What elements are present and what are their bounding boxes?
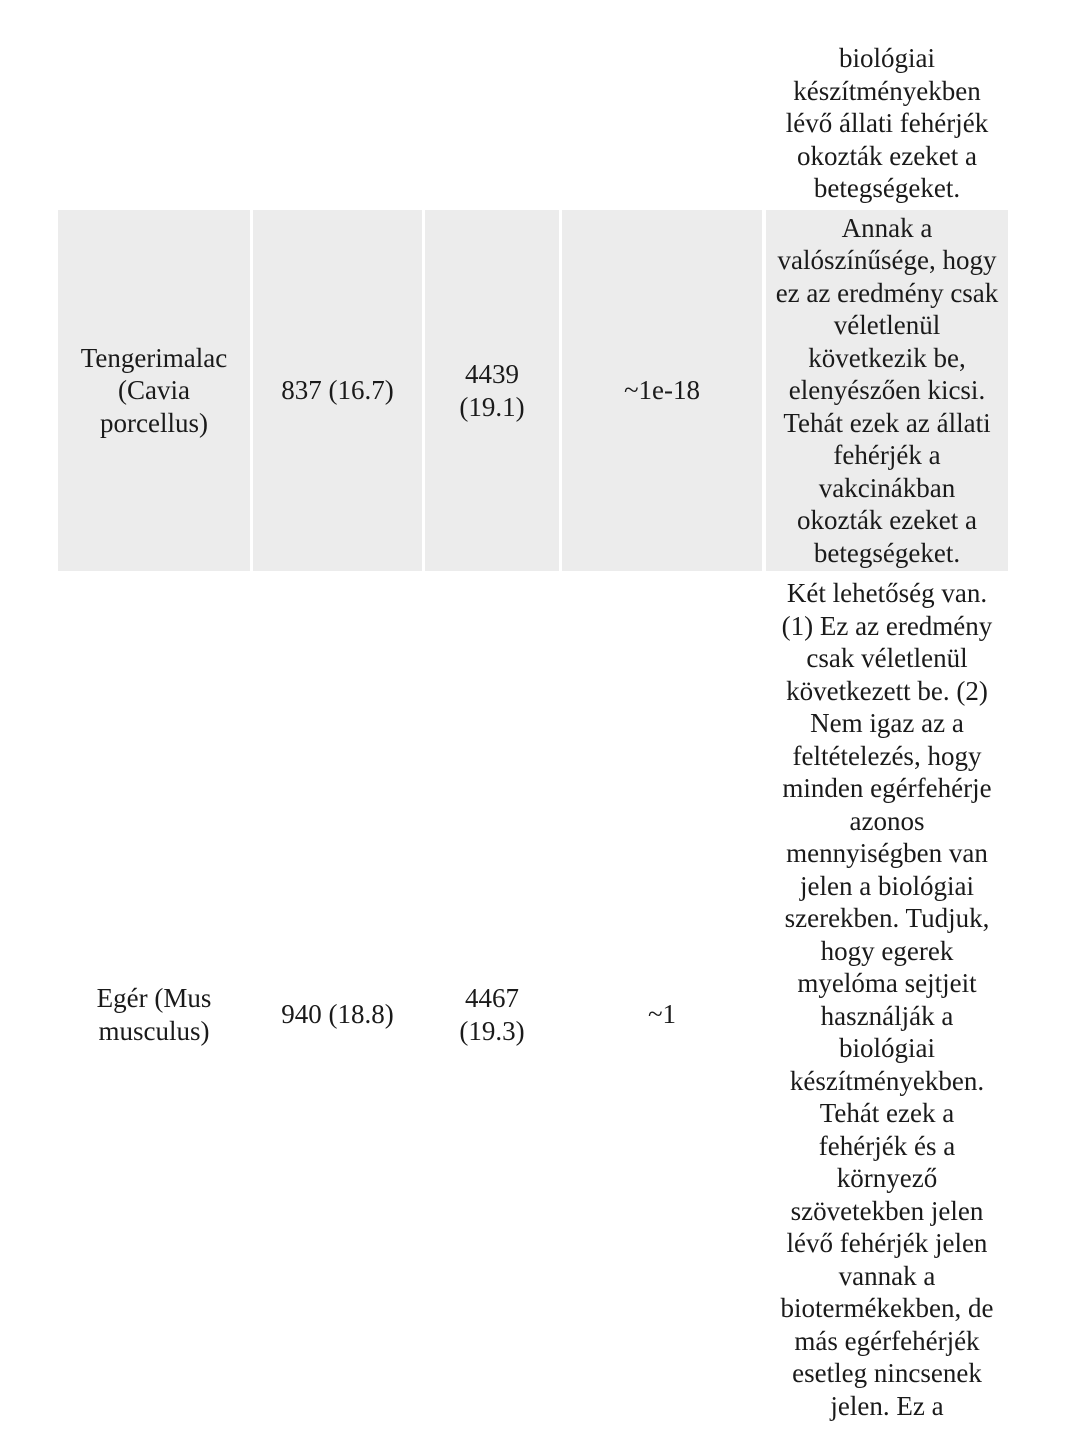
species-cell (58, 573, 250, 1456)
probability-text: ~1 (647, 999, 677, 1030)
probability-text: ~1e-18 (623, 375, 701, 406)
count-cell (253, 42, 422, 208)
probability-cell (562, 210, 762, 571)
total-text: 4439 (19.1) (459, 359, 525, 422)
table-row (58, 573, 1008, 1456)
probability-cell (562, 573, 762, 1456)
interpretation-text: biológiai készítményekben lévő állati fehérjék okozták ezeket a betegségeket. (785, 43, 989, 203)
count-cell (253, 573, 422, 1456)
table-row-continued (58, 42, 1008, 208)
count-text: 940 (18.8) (281, 999, 394, 1030)
total-cell (425, 42, 559, 208)
interpretation-cell (766, 210, 1008, 571)
species-cell (58, 42, 250, 208)
count-cell (253, 210, 422, 571)
probability-cell (562, 42, 762, 208)
interpretation-text: Két lehetőség van. (1) Ez az eredmény csak véletlenül következett be. (2) Nem igaz az a feltételezés, hogy minden egérfehérje azonos mennyiségben van jelen a biológiai szerekben. Tudjuk, hogy egerek myelóma sejtjeit használják a biológiai készítményekben. Tehát ezek a fehérjék és a környező szövetekben jelen lévő fehérjék jelen vannak a biotermékekben, de más egérfehérjék esetleg nincsenek jelen. Ez a (780, 578, 994, 1421)
total-cell (425, 210, 559, 571)
species-text: Tengerimalac (Cavia porcellus) (80, 342, 228, 438)
interpretation-text: Annak a valószínűsége, hogy ez az eredmény csak véletlenül következik be, elenyészően kicsi. Tehát ezek az állati fehérjék a vakcinákban okozták ezeket a betegségeket. (775, 212, 999, 568)
interpretation-cell (766, 573, 1008, 1456)
table-row (58, 210, 1008, 571)
count-text: 837 (16.7) (281, 375, 394, 406)
interpretation-cell (766, 42, 1008, 208)
total-text: 4467 (19.3) (459, 983, 525, 1046)
species-text: Egér (Mus musculus) (96, 983, 212, 1046)
species-cell (58, 210, 250, 571)
total-cell (425, 573, 559, 1456)
